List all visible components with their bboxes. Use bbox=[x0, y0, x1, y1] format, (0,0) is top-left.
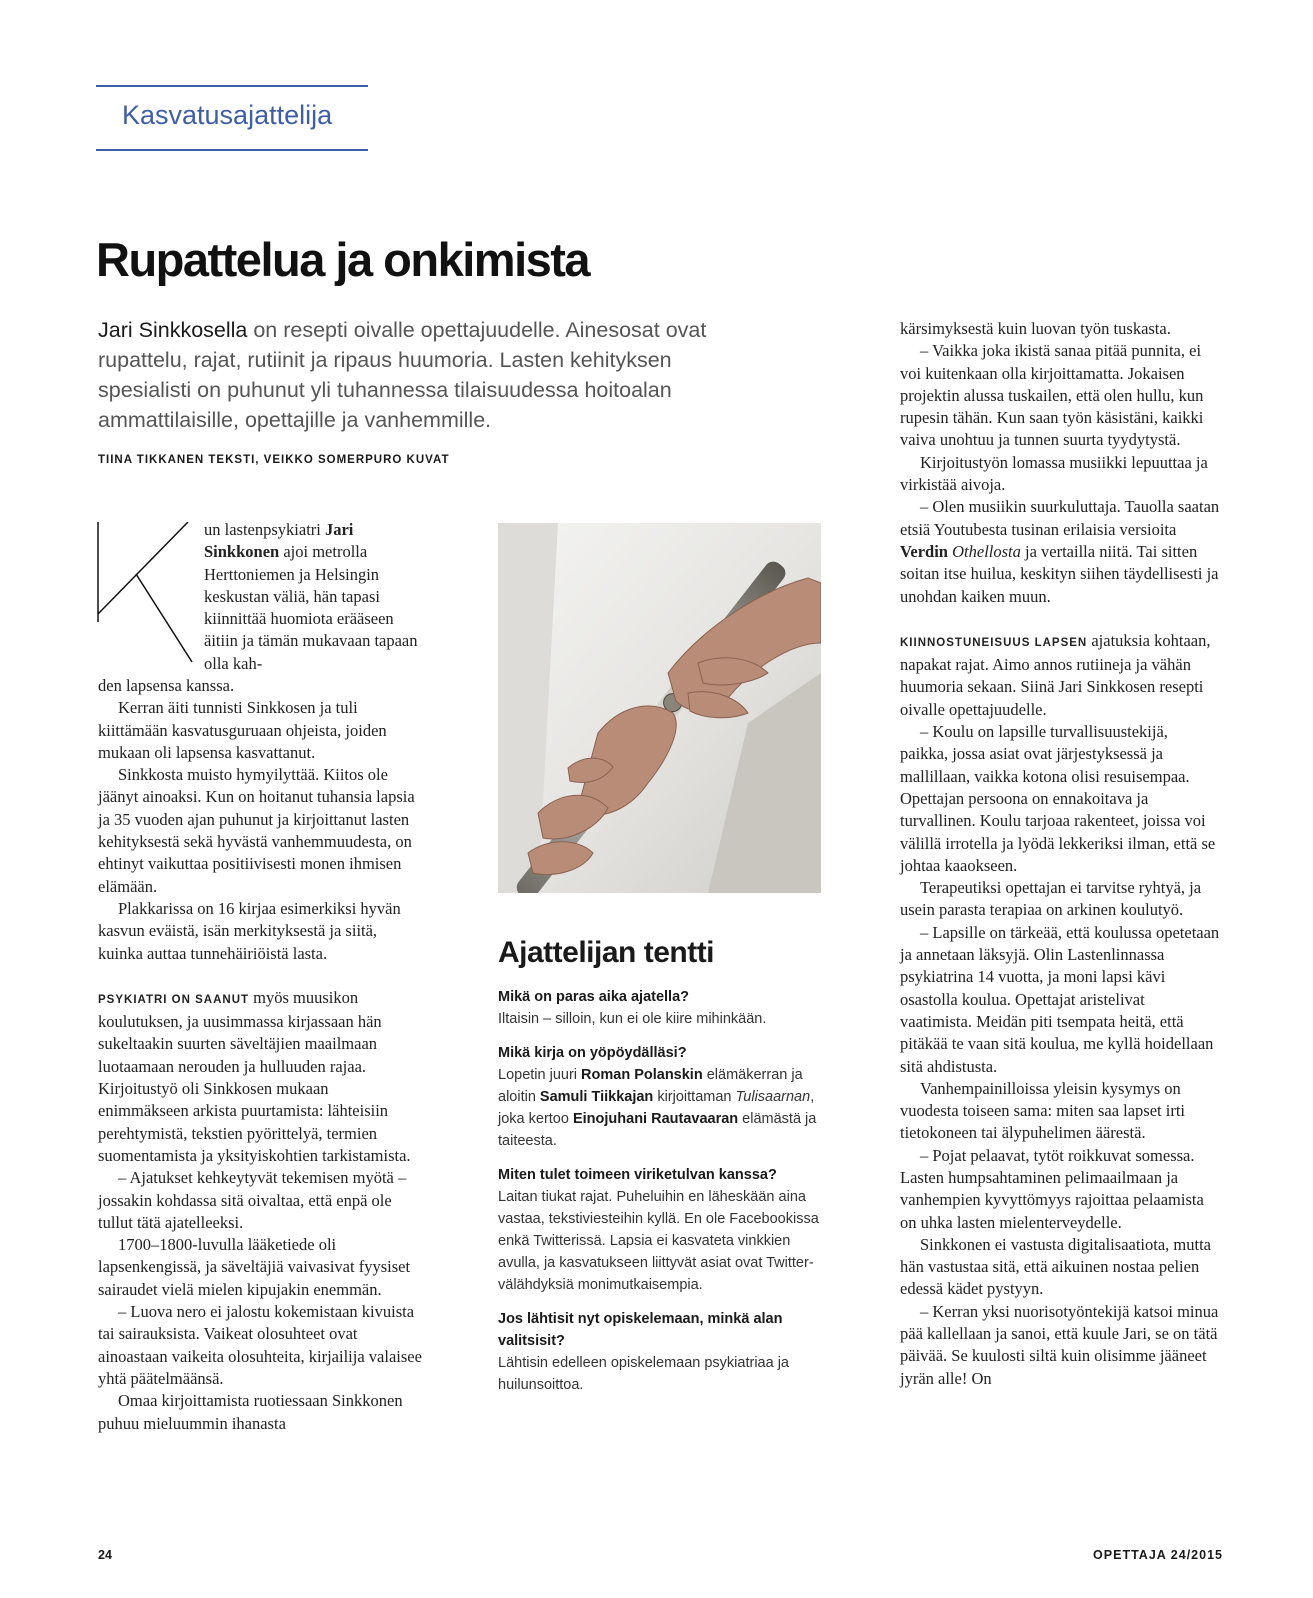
section-rule-top bbox=[96, 85, 368, 87]
question: Miten tulet toimeen viriketulvan kanssa? bbox=[498, 1167, 777, 1183]
col3-name: Verdin bbox=[900, 541, 948, 561]
col1-subhead-paragraph bbox=[98, 987, 423, 1167]
answer-text: elämäkerran ja aloitin bbox=[498, 1067, 803, 1105]
dropcap-letter bbox=[96, 522, 97, 523]
question: Mikä kirja on yöpöydälläsi? bbox=[498, 1045, 687, 1061]
col3-paragraph: Vanhempainilloissa yleisin kysymys on vuodesta toiseen sama: miten saa lapset irti tietokoneen tai älypuhelimen äärestä. bbox=[900, 1078, 1186, 1143]
col3-paragraph bbox=[900, 496, 1220, 607]
qa-item bbox=[498, 986, 828, 1030]
section-label: Kasvatusajattelija bbox=[122, 100, 333, 130]
article-title: Rupattelua ja onkimista bbox=[96, 233, 590, 286]
answer: Lähtisin edelleen opiskelemaan psykiatriaa ja huilunsoittoa. bbox=[498, 1355, 789, 1393]
subhead: PSYKIATRI ON SAANUT bbox=[98, 993, 250, 1006]
section-rule-bottom bbox=[96, 149, 368, 151]
col3-paragraph: – Kerran yksi nuorisotyöntekijä katsoi minua pää kallellaan ja sanoi, että kuule Jari, se on tätä päivää. Se kuulosti siltä kuin olisimme jääneet jyrän alle! On bbox=[900, 1301, 1219, 1388]
column-1-intro bbox=[204, 519, 424, 675]
col3-text: – Olen musiikin suurkuluttaja. Tauolla saatan etsiä Youtubesta tusinan erilaisia versioita bbox=[900, 497, 1220, 539]
box-title: Ajattelijan tentti bbox=[498, 936, 715, 969]
col3-paragraph: kärsimyksestä kuin luovan työn tuskasta. bbox=[900, 319, 1171, 338]
answer-book-title: Tulisaarnan bbox=[735, 1089, 811, 1105]
col1-paragraph: Plakkarissa on 16 kirjaa esimerkiksi hyvän kasvun eväistä, isän merkityksestä ja siitä, kuinka auttaa tunnehäiriöistä lasta. bbox=[98, 898, 401, 963]
col1-paragraph: Kerran äiti tunnisti Sinkkosen ja tuli kiittämään kasvatusguruaan ohjeista, joiden mukaan oli lapsensa kasvattanut. bbox=[98, 698, 387, 762]
col1-paragraph: Omaa kirjoittamista ruotiessaan Sinkkonen puhuu mieluummin ihanasta bbox=[98, 1391, 403, 1433]
flute-photo bbox=[498, 523, 821, 893]
col3-work-title: Othellosta bbox=[952, 541, 1021, 561]
col1-subhead-text: myös muusikon koulutuksen, ja uusimmassa kirjassaan hän sukeltaakin suurten säveltäjien maailmaan luotaamaan nerouden ja hulluuden rajaa. Kirjoitustyö oli Sinkkosen mukaan enimmäkseen arkista puurtamista: lähteisiin perehtymistä, tekstien pyörittelyä, termien suomentamista ja yksityiskohtien tarkistamista. bbox=[98, 987, 411, 1165]
page-number: 24 bbox=[98, 1548, 112, 1562]
col1-paragraph: den lapsensa kanssa. bbox=[98, 676, 235, 695]
dropcap bbox=[96, 522, 196, 672]
column-3 bbox=[900, 318, 1220, 1390]
col3-paragraph: Kirjoitustyön lomassa musiikki lepuuttaa ja virkistää aivoja. bbox=[900, 452, 1208, 495]
answer-text: elämästä ja taiteesta. bbox=[498, 1111, 817, 1149]
lead-text: on resepti oivalle opettajuudelle. Ainesosat ovat rupattelu, rajat, rutiinit ja ripaus huumoria. Lasten kehityksen spesialisti on puhunut yli tuhannessa tilaisuudessa hoitoalan ammattilaisille, opettajille ja vanhemmille. bbox=[98, 318, 707, 432]
qa-item bbox=[498, 1308, 828, 1396]
intro-name: Jari Sinkkonen bbox=[204, 520, 354, 562]
col1-paragraph: 1700–1800-luvulla lääketiede oli lapsenkengissä, ja säveltäjiä vaivasivat fyysiset sairaudet vielä mielen kipujakin enemmän. bbox=[98, 1235, 411, 1299]
lead-name: Jari Sinkkosella bbox=[98, 318, 248, 342]
answer-name: Einojuhani Rautavaaran bbox=[572, 1111, 739, 1127]
answer-name: Samuli Tiikkajan bbox=[539, 1089, 654, 1105]
col3-paragraph: Sinkkonen ei vastusta digitalisaatiota, mutta hän vastustaa sitä, että aikuinen nostaa pelien edessä kädet pystyyn. bbox=[900, 1234, 1211, 1299]
answer bbox=[498, 1064, 828, 1152]
subhead: KIINNOSTUNEISUUS LAPSEN bbox=[900, 636, 1088, 649]
lead-paragraph bbox=[98, 315, 738, 435]
question: Jos lähtisit nyt opiskelemaan, minkä alan valitsisit? bbox=[498, 1311, 783, 1349]
answer-text: kirjoittaman bbox=[653, 1089, 736, 1105]
answer: Iltaisin – silloin, kun ei ole kiire mihinkään. bbox=[498, 1011, 767, 1027]
answer-text: Lopetin juuri bbox=[498, 1067, 582, 1083]
intro-paragraph bbox=[204, 519, 424, 675]
col3-paragraph: – Lapsille on tärkeää, että koulussa opetetaan ja annetaan läksyjä. Olin Lastenlinnassa psykiatrina 14 vuotta, ja moni lapsi kävi osastolla koulua. Opettajat aristelivat vaatimista. Meidän piti tsempata heitä, että pitäkää te vaan sitä koulua, me kyllä hoidellaan sitä ahdistusta. bbox=[900, 922, 1220, 1076]
col3-paragraph: – Koulu on lapsille turvallisuustekijä, paikka, jossa asiat ovat järjestyksessä ja mallillaan, vaikka kotona olisi resuisempaa. Opettajan persoona on ennakoitava ja turvallinen. Koulu tarjoaa rakenteet, joissa voi välillä irrotella ja lyödä lekkeriksi ilman, että se johtaa kaaokseen. bbox=[900, 722, 1216, 875]
intro-text-b: ajoi metrolla Herttoniemen ja Helsingin keskustan väliä, hän tapasi kiinnittää huomiota erääseen äitiin ja tämän mukavaan tapaan olla kah- bbox=[204, 542, 418, 673]
qa-item bbox=[498, 1042, 828, 1152]
column-1 bbox=[98, 675, 423, 1435]
dropcap-k-glyph bbox=[96, 522, 196, 672]
col3-paragraph: – Vaikka joka ikistä sanaa pitää punnita, ei voi kuitenkaan olla kirjoittamatta. Jokaisen projektin alussa tuskailen, että olen hullu, kun rupesin tähän. Kun saan työn käsistäni, kaikki vaiva unohtuu ja tunnen suurta tyydytystä. bbox=[900, 341, 1204, 450]
col3-subhead-paragraph bbox=[900, 630, 1220, 721]
col3-paragraph: Terapeutiksi opettajan ei tarvitse ryhtyä, ja usein parasta terapiaa on arkinen koulutyö. bbox=[900, 878, 1202, 920]
answer-text: , joka kertoo bbox=[498, 1089, 815, 1127]
flute-illustration bbox=[498, 523, 821, 893]
answer: Laitan tiukat rajat. Puheluihin en läheskään aina vastaa, tekstiviesteihin kyllä. En ole Facebookissa enkä Twitterissä. Lapsia ei kasvateta vinkkien avulla, ja kasvatukseen liittyvät asiat ovat Twitter-välähdyksiä monimutkaisempia. bbox=[498, 1189, 819, 1293]
question: Mikä on paras aika ajatella? bbox=[498, 989, 690, 1005]
qa-item bbox=[498, 1164, 828, 1296]
qa-box bbox=[498, 986, 828, 1408]
col1-paragraph: – Luova nero ei jalostu kokemistaan kivuista tai sairauksista. Vaikeat olosuhteet ovat ainoastaan vaikeita olosuhteita, kirjailija valaisee yhtä päätelmäänsä. bbox=[98, 1302, 422, 1388]
magazine-issue: OPETTAJA 24/2015 bbox=[1093, 1548, 1223, 1562]
col3-subhead-text: ajatuksia kohtaan, napakat rajat. Aimo annos rutiineja ja vähän huumoria sekaan. Siinä Jari Sinkkosen resepti oivalle opettajuudelle. bbox=[900, 630, 1211, 719]
answer-name: Roman Polanskin bbox=[581, 1067, 703, 1083]
intro-text-a: un lastenpsykiatri bbox=[204, 520, 325, 539]
col3-paragraph: – Pojat pelaavat, tytöt roikkuvat somessa. Lasten humpsahtaminen pelimaailmaan ja vanhempien kyvyttömyys rajoittaa pelaamista on uhka lasten mielenterveydelle. bbox=[900, 1145, 1204, 1232]
col1-paragraph: Sinkkosta muisto hymyilyttää. Kiitos ole jäänyt ainoaksi. Kun on hoitanut tuhansia lapsia ja 35 vuoden ajan puhunut ja kirjoittanut lasten kehityksestä sekä hyvästä vanhemmuudesta, on ehtinyt vaikuttaa positiivisesti monen ihmisen elämään. bbox=[98, 765, 415, 896]
col1-paragraph: – Ajatukset kehkeytyvät tekemisen myötä – jossakin kohdassa sitä oivaltaa, että enpä ole tullut tätä ajatelleeksi. bbox=[98, 1168, 407, 1232]
byline: TIINA TIKKANEN TEKSTI, VEIKKO SOMERPURO KUVAT bbox=[98, 454, 450, 466]
col3-text: ja vertailla niitä. Tai sitten soitan itse huilua, keskityn siihen täydellisesti ja unohdan kaiken muun. bbox=[900, 541, 1219, 606]
